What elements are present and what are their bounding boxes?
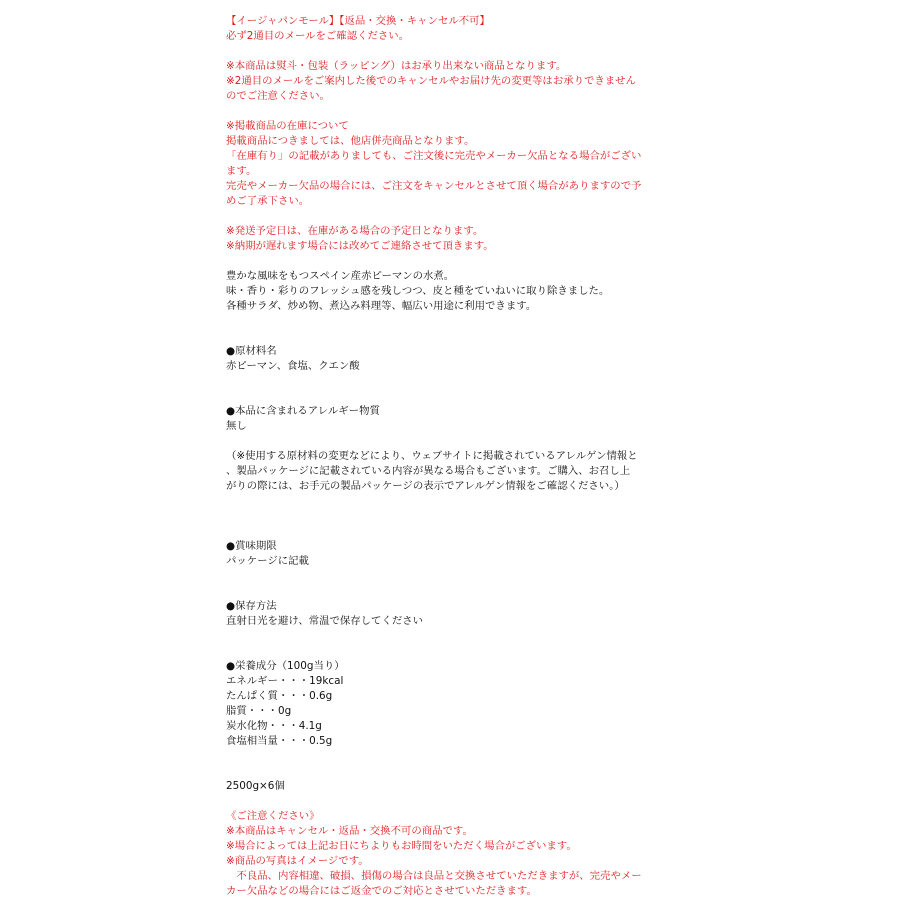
text-line: 直射日光を避け、常温で保存してください xyxy=(226,615,424,627)
product-description xyxy=(226,14,656,899)
text-line: 「在庫有り」の記載がありましても、ご注文後に完売やメーカー欠品となる場合がござい xyxy=(226,150,642,162)
text-line: のでご注意ください。 xyxy=(226,90,330,102)
blank-line xyxy=(226,314,656,329)
blank-line xyxy=(226,254,656,269)
text-line: 脂質・・・0g xyxy=(226,705,292,717)
text-line: 味・香り・彩りのフレッシュ感を残しつつ、皮と種をていねいに取り除きました。 xyxy=(226,285,610,297)
blank-line xyxy=(226,644,656,659)
text-line: ●保存方法 xyxy=(226,600,277,612)
blank-line xyxy=(226,794,656,809)
info-block xyxy=(226,659,656,749)
info-block xyxy=(226,539,656,569)
blank-line xyxy=(226,374,656,389)
info-block xyxy=(226,269,656,314)
text-line: 無し xyxy=(226,420,247,432)
text-line: 、製品パッケージに記載されている内容が異なる場合もございます。ご購入、お召し上 xyxy=(226,465,631,477)
text-line: エネルギー・・・19kcal xyxy=(226,675,344,687)
info-block xyxy=(226,599,656,629)
notice-block xyxy=(226,809,656,899)
text-line: 《ご注意ください》 xyxy=(226,810,320,822)
blank-line xyxy=(226,764,656,779)
text-line: ※発送予定日は、在庫がある場合の予定日となります。 xyxy=(226,225,484,237)
notice-block xyxy=(226,119,656,209)
text-line: ※2通目のメールをご案内した後でのキャンセルやお届け先の変更等はお承りできません xyxy=(226,75,636,87)
notice-block xyxy=(226,59,656,104)
info-block xyxy=(226,779,656,794)
notice-block xyxy=(226,14,656,44)
text-line: 豊かな風味をもつスペイン産赤ピーマンの水煮。 xyxy=(226,270,455,282)
text-line: めご了承下さい。 xyxy=(226,195,310,207)
blank-line xyxy=(226,329,656,344)
text-line: ●原材料名 xyxy=(226,345,277,357)
text-line: ※本商品はキャンセル・返品・交換不可の商品です。 xyxy=(226,825,473,837)
text-line: 2500g×6個 xyxy=(226,780,285,792)
text-line: 必ず2通目のメールをご確認ください。 xyxy=(226,30,410,42)
blank-line xyxy=(226,209,656,224)
text-line: 炭水化物・・・4.1g xyxy=(226,720,322,732)
blank-line xyxy=(226,389,656,404)
blank-line xyxy=(226,44,656,59)
text-line: ●栄養成分（100g当り） xyxy=(226,660,345,672)
text-line: ※納期が遅れます場合には改めてご連絡させて頂きます。 xyxy=(226,240,494,252)
blank-line xyxy=(226,584,656,599)
text-line: 赤ピーマン、食塩、クエン酸 xyxy=(226,360,360,372)
info-block xyxy=(226,449,656,494)
info-block xyxy=(226,344,656,374)
text-line: ●本品に含まれるアレルギー物質 xyxy=(226,405,380,417)
text-line: ※商品の写真はイメージです。 xyxy=(226,855,369,867)
text-line: たんぱく質・・・0.6g xyxy=(226,690,333,702)
text-line: 不良品、内容相違、破損、損傷の場合は良品と交換させていただきますが、完売やメー xyxy=(226,870,642,882)
text-line: 食塩相当量・・・0.5g xyxy=(226,735,333,747)
blank-line xyxy=(226,749,656,764)
info-block xyxy=(226,404,656,434)
text-line: カー欠品などの場合にはご返金でのご対応とさせていただきます。 xyxy=(226,885,537,897)
text-line: 掲載商品につきましては、他店併売商品となります。 xyxy=(226,135,475,147)
text-line: 【イージャパンモール】【返品・交換・キャンセル不可】 xyxy=(226,15,490,27)
blank-line xyxy=(226,629,656,644)
text-line: ※場合によっては上記お日にちよりもお時間をいただく場合がございます。 xyxy=(226,840,577,852)
blank-line xyxy=(226,494,656,509)
text-line: パッケージに記載 xyxy=(226,555,309,567)
text-line: がりの際には、お手元の製品パッケージの表示でアレルゲン情報をご確認ください。） xyxy=(226,480,625,492)
text-line: ます。 xyxy=(226,165,257,177)
blank-line xyxy=(226,524,656,539)
text-line: ●賞味期限 xyxy=(226,540,277,552)
text-line: 完売やメーカー欠品の場合には、ご注文をキャンセルとさせて頂く場合がありますので予 xyxy=(226,180,642,192)
text-line: ※掲載商品の在庫について xyxy=(226,120,349,132)
blank-line xyxy=(226,569,656,584)
blank-line xyxy=(226,509,656,524)
notice-block xyxy=(226,224,656,254)
blank-line xyxy=(226,434,656,449)
text-line: 各種サラダ、炒め物、煮込み料理等、幅広い用途に利用できます。 xyxy=(226,300,537,312)
blank-line xyxy=(226,104,656,119)
text-line: （※使用する原材料の変更などにより、ウェブサイトに掲載されているアレルゲン情報と xyxy=(226,450,638,462)
text-line: ※本商品は熨斗・包装（ラッピング）はお承り出来ない商品となります。 xyxy=(226,60,567,72)
